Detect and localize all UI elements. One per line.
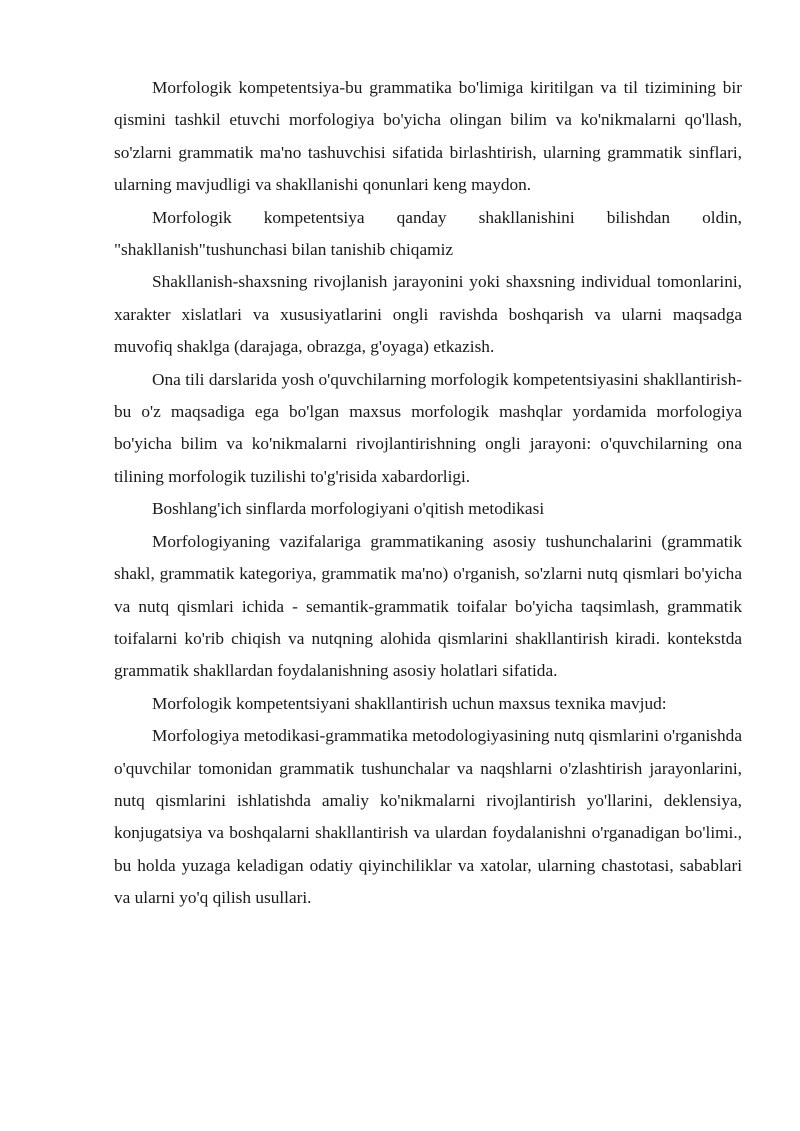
- paragraph-morfologiya-metodikasi: Morfologiya metodikasi-grammatika metodologiyasining nutq qismlarini o'rganishda o'quvchilar tomonidan grammatik tushunchalar va naqshlarni o'zlashtirish jarayonlarini, nutq qismlarini ishlatishda amaliy ko'nikmalarni rivojlantirish yo'llarini, deklensiya, konjugatsiya va boshqalarni shakllantirish va ulardan foydalanishni o'rganadigan bo'limi., bu holda yuzaga keladigan odatiy qiyinchiliklar va xatolar, ularning chastotasi, sabablari va ularni yo'q qilish usullari.: [114, 726, 742, 908]
- paragraph-section-heading: Boshlang'ich sinflarda morfologiyani o'qitish metodikasi: [152, 499, 545, 519]
- paragraph-morfologik-kompetentsiya-definition: Morfologik kompetentsiya-bu grammatika bo'limiga kiritilgan va til tizimining bir qismini tashkil etuvchi morfologiya bo'yicha olingan bilim va ko'nikmalarni qo'llash, so'zlarni grammatik ma'no tashuvchisi sifatida birlashtirish, ularning grammatik sinflari, ularning mavjudligi va shakllanishi qonunlari keng maydon.: [114, 78, 742, 195]
- paragraph-ona-tili-darslari: Ona tili darslarida yosh o'quvchilarning morfologik kompetentsiyasini shakllantirish-bu o'z maqsadiga ega bo'lgan maxsus morfologik mashqlar yordamida morfologiya bo'yicha bilim va ko'nikmalarni rivojlantirishning ongli jarayoni: o'quvchilarning ona tilining morfologik tuzilishi to'g'risida xabardorligi.: [114, 369, 742, 486]
- paragraph-shakllanish-definition: Shakllanish-shaxsning rivojlanish jarayonini yoki shaxsning individual tomonlarini, xarakter xislatlari va xususiyatlarini ongli ravishda boshqarish va ularni maqsadga muvofiq shaklga (darajaga, obrazga, g'oyaga) etkazish.: [114, 272, 742, 357]
- paragraph-maxsus-texnika: Morfologik kompetentsiyani shakllantirish uchun maxsus texnika mavjud:: [152, 693, 667, 713]
- paragraph-shakllanish-intro: Morfologik kompetentsiya qanday shakllanishini bilishdan oldin, "shakllanish"tushunchasi bilan tanishib chiqamiz: [114, 207, 742, 260]
- document-page: [114, 72, 742, 915]
- paragraph-morfologiya-vazifalari: Morfologiyaning vazifalariga grammatikaning asosiy tushunchalarini (grammatik shakl, grammatik kategoriya, grammatik ma'no) o'rganish, so'zlarni nutq qismlari bo'yicha va nutq qismlari ichida - semantik-grammatik toifalar bo'yicha taqsimlash, grammatik toifalarni ko'rib chiqish va nutqning alohida qismlarini shakllantirish kiradi. kontekstda grammatik shakllardan foydalanishning asosiy holatlari sifatida.: [114, 531, 742, 681]
